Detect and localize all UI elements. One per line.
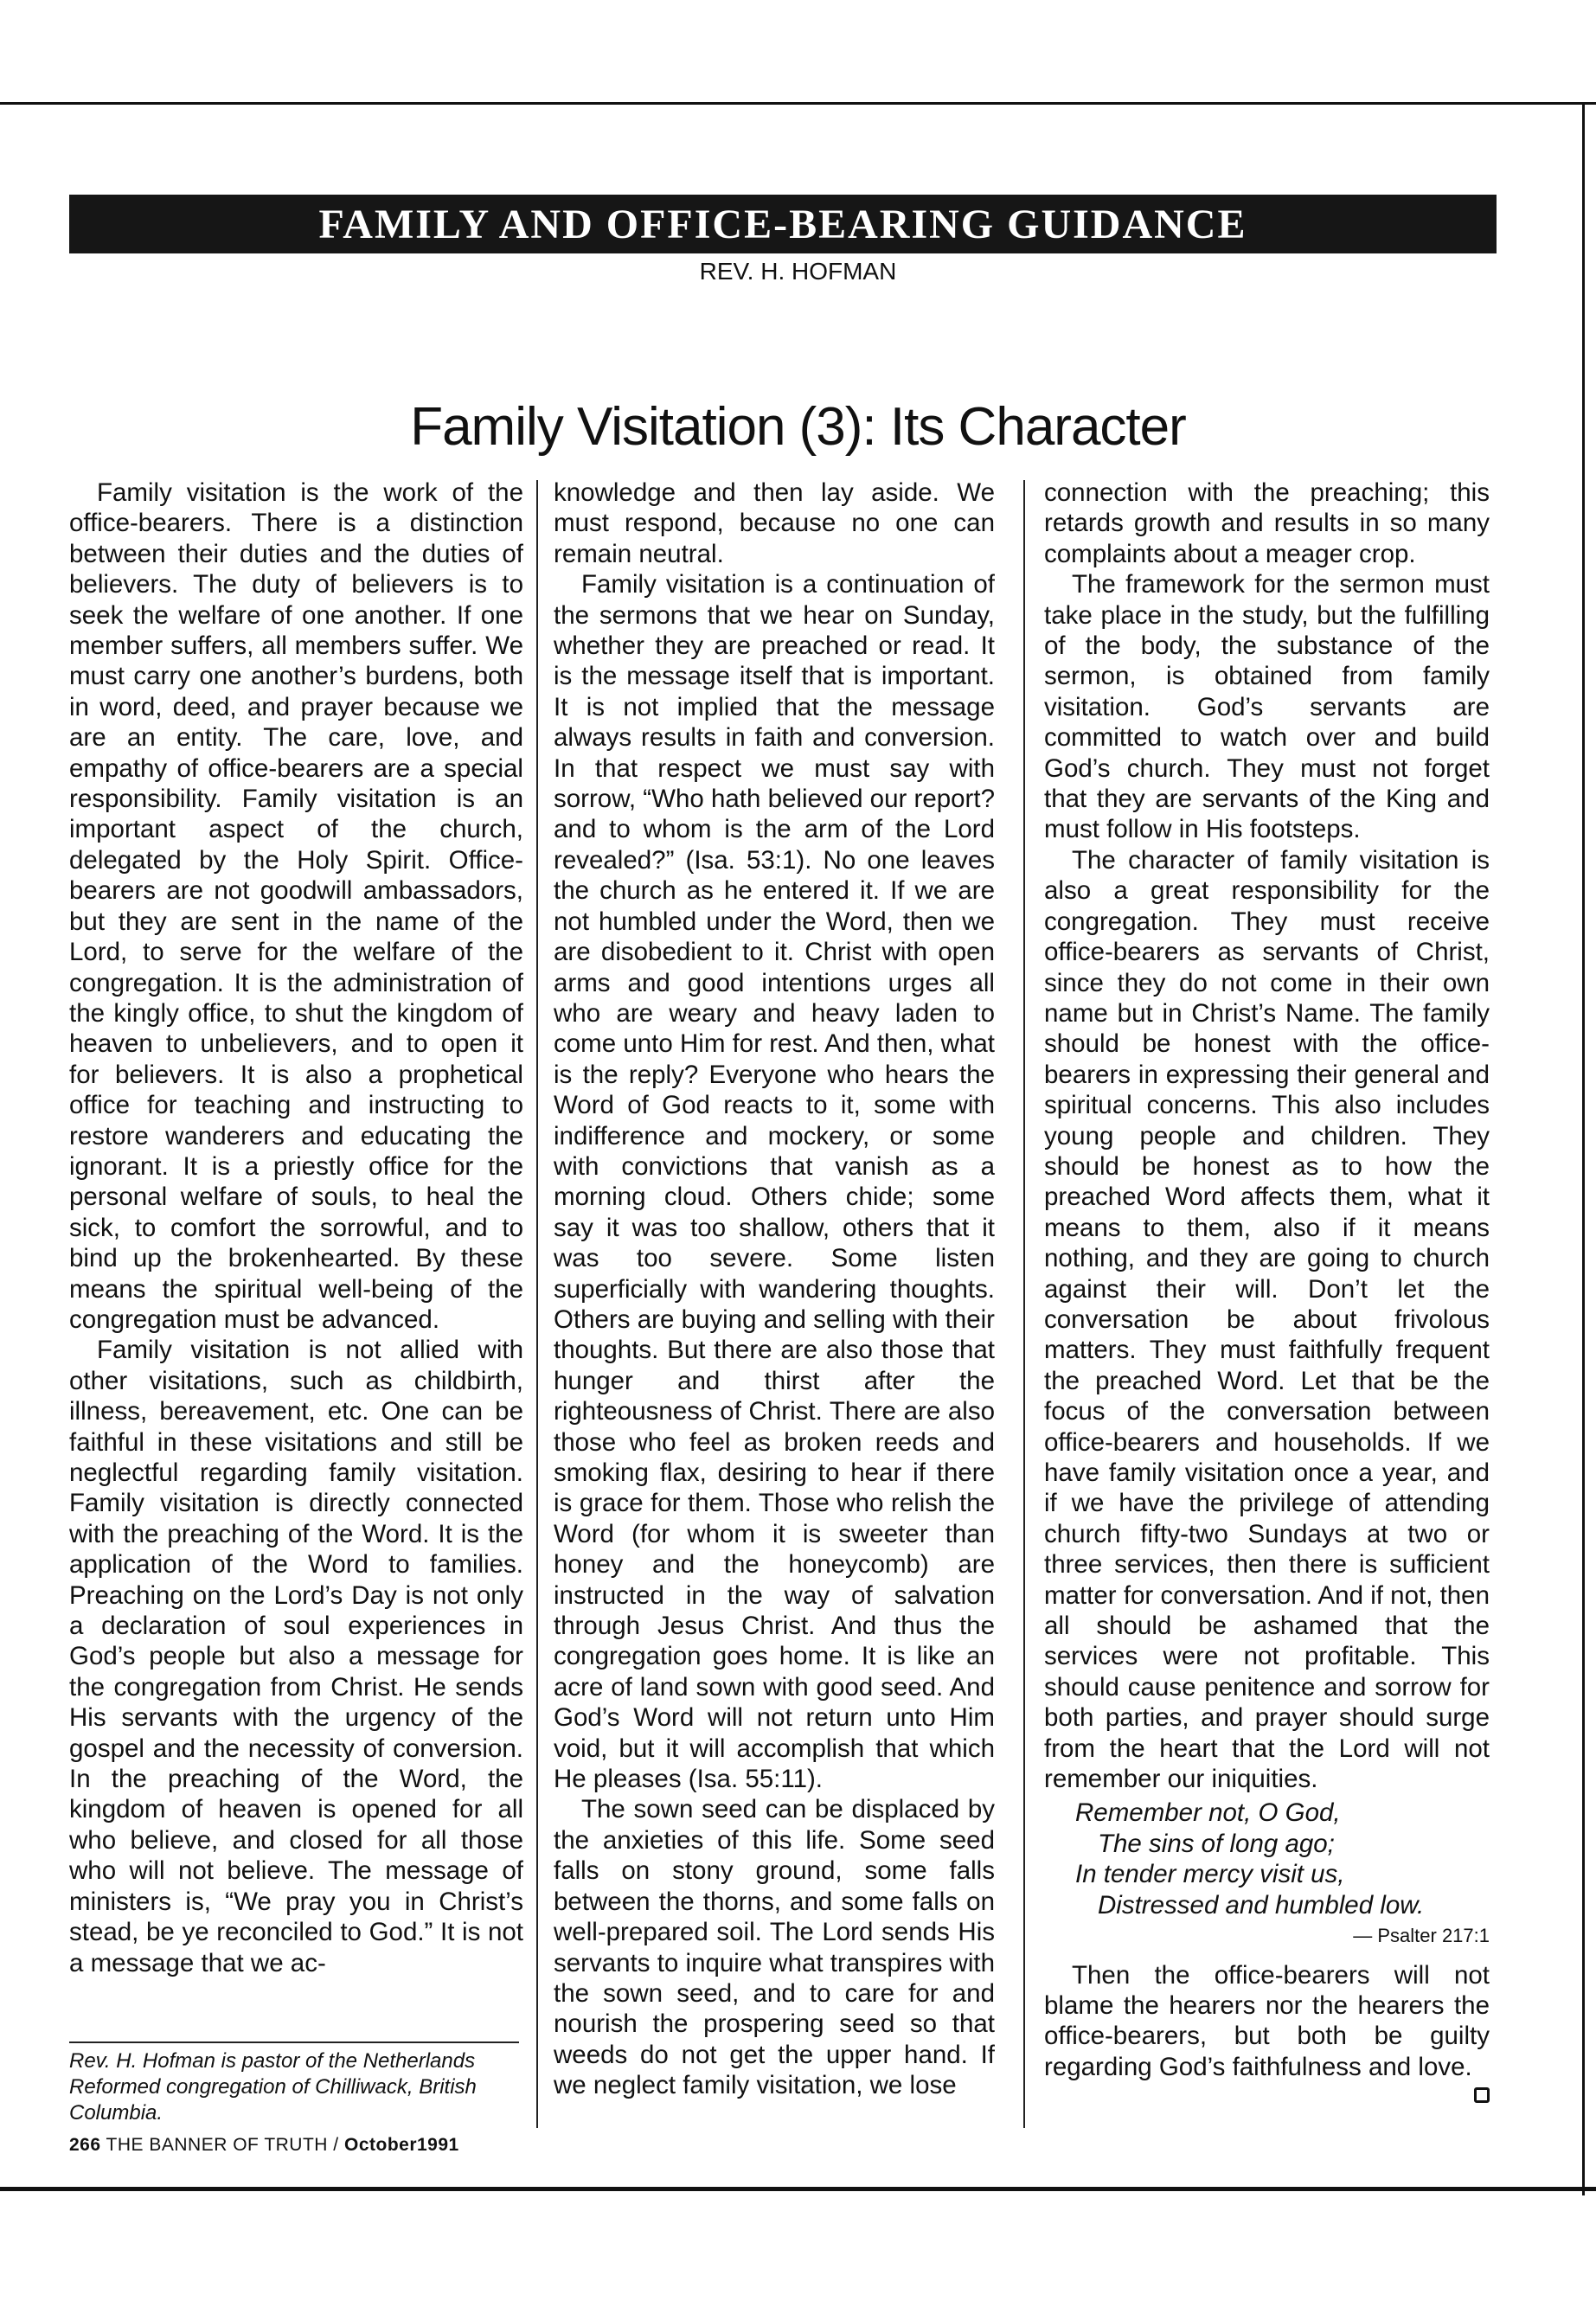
section-banner-title: FAMILY AND OFFICE-BEARING GUIDANCE <box>318 201 1247 247</box>
end-mark-icon <box>1474 2087 1490 2103</box>
bottom-rule <box>0 2187 1596 2191</box>
paragraph: Family visitation is a continuation of the sermons that we hear on Sunday, whether they are preached or read. It is the message itself that is important. It is not implied that the message always results in faith and conversion. In that respect we must say with sorrow, “Who hath believed our report? and to whom is the arm of the Lord revealed?” (Isa. 53:1). No one leaves the church as he entered it. If we are not humbled under the Word, then we are disobedient to it. Christ with open arms and good intentions urges all who are weary and heavy laden to come unto Him for rest. And then, what is the reply? Everyone who hears the Word of God reacts to it, some with indifference and mockery, or some with convictions that vanish as a morning cloud. Others chide; some say it was too shallow, others that it was too severe. Some listen superficially with wandering thoughts. Others are buying and selling with their thoughts. But there are also those that hunger and thirst after the righteousness of Christ. There are also those who feel as broken reeds and smoking flax, desiring to hear if there is grace for them. Those who relish the Word (for whom it is sweeter than honey and the honeycomb) are instructed in the way of salvation through Jesus Christ. And thus the congregation goes home. It is like an acre of land sown with good seed. And God’s Word will not return unto Him void, but it will accomplish that which He pleases (Isa. 55:11). <box>554 570 995 1794</box>
page-footer <box>69 2135 459 2156</box>
footnote-rule <box>69 2041 519 2043</box>
article-title: Family Visitation (3): Its Character <box>410 397 1186 457</box>
page-number: 266 <box>69 2135 101 2155</box>
paragraph: Family visitation is not allied with other visitations, such as childbirth, illness, bereavement, etc. One can be faithful in these visitations and still be neglectful regarding family visitation. Family visitation is directly connected with the preaching of the Word. It is the application of the Word to families. Preaching on the Lord’s Day is not only a declaration of soul experiences in God’s people but also a message for the congregation from Christ. He sends His servants with the urgency of the gospel and the necessity of conversion. In the preaching of the Word, the kingdom of heaven is opened for all who believe, and closed for all those who will not believe. The message of ministers is, “We pray you in Christ’s stead, be ye reconciled to God.” It is not a message that we ac- <box>69 1336 523 1977</box>
column-divider <box>1023 480 1025 2128</box>
poem-line: The sins of long ago; <box>1098 1829 1335 1858</box>
poem-line: Distressed and humbled low. <box>1098 1890 1425 1920</box>
paragraph: connection with the preaching; this retards growth and results in so many complaints about a meager crop. <box>1044 478 1490 568</box>
article-column-3 <box>1044 478 1490 2103</box>
article-column-1 <box>69 478 523 1978</box>
author-footnote: Rev. H. Hofman is pastor of the Netherlands Reformed congregation of Chilliwack, British Columbia. <box>69 2049 477 2125</box>
section-banner <box>69 195 1497 253</box>
issue-date: October1991 <box>343 2135 459 2155</box>
poem-reference: — Psalter 217:1 <box>1353 1925 1490 1947</box>
psalter-quote <box>1044 1798 1490 1951</box>
article-column-2 <box>554 478 995 2101</box>
author-byline: REV. H. HOFMAN <box>699 258 897 285</box>
paragraph: The framework for the sermon must take place in the study, but the fulfilling of the body, the substance of the sermon, is obtained from family visitation. God’s servants are committed to watch over and build God’s church. They must not forget that they are servants of the King and must follow in His footsteps. <box>1044 570 1490 844</box>
paragraph: The sown seed can be displaced by the anxieties of this life. Some seed falls on stony ground, some falls between the thorns, and some falls on well-prepared soil. The Lord sends His servants to inquire what transpires with the sown seed, and to care for and nourish the prospering seed so that weeds do not get the upper hand. If we neglect family visitation, we lose <box>554 1795 995 2100</box>
paragraph: Family visitation is the work of the office-bearers. There is a distinction between their duties and the duties of believers. The duty of believers is to seek the welfare of one another. If one member suffers, all members suffer. We must carry one another’s burdens, both in word, deed, and prayer because we are an entity. The care, love, and empathy of office-bearers are a special responsibility. Family visitation is an important aspect of the church, delegated by the Holy Spirit. Office-bearers are not goodwill ambassadors, but they are sent in the name of the Lord, to serve for the welfare of the congregation. It is the administration of the kingly office, to shut the kingdom of heaven to unbelievers, and to open it for believers. It is also a prophetical office for teaching and instructing to restore wanderers and educating the ignorant. It is a priestly office for the personal welfare of souls, to heal the sick, to comfort the sorrowful, and to bind up the brokenhearted. By these means the spiritual well-being of the congregation must be advanced. <box>69 478 523 1334</box>
closing-paragraph: Then the office-bearers will not blame the hearers nor the hearers the office-bearers, but both be guilty regarding God’s faithfulness and love. <box>1044 1960 1490 2081</box>
paragraph: knowledge and then lay aside. We must respond, because no one can remain neutral. <box>554 478 995 568</box>
poem-line: In tender mercy visit us, <box>1075 1860 1345 1889</box>
paragraph: The character of family visitation is also a great responsibility for the congregation. They must receive office-bearers as servants of Christ, since they do not come in their own name but in Christ’s Name. The family should be honest with the office-bearers in expressing their general and spiritual concerns. This also includes young people and children. They should be honest as to how the preached Word affects them, what it means to them, also if it means nothing, and they are going to church against their will. Don’t let the conversation be about frivolous matters. They must faithfully frequent the preached Word. Let that be the focus of the conversation between office-bearers and households. If we have family visitation once a year, and if we have the privilege of attending church fifty-two Sundays at two or three services, then there is sufficient matter for conversation. And if not, then all should be ashamed that the services were not profitable. This should cause penitence and sorrow for both parties, and prayer should surge from the heart that the Lord will not remember our iniquities. <box>1044 845 1490 1794</box>
poem-line: Remember not, O God, <box>1075 1798 1341 1828</box>
publication-name: THE BANNER OF TRUTH / <box>106 2135 339 2155</box>
column-divider <box>536 480 538 2128</box>
top-rule <box>0 102 1596 105</box>
